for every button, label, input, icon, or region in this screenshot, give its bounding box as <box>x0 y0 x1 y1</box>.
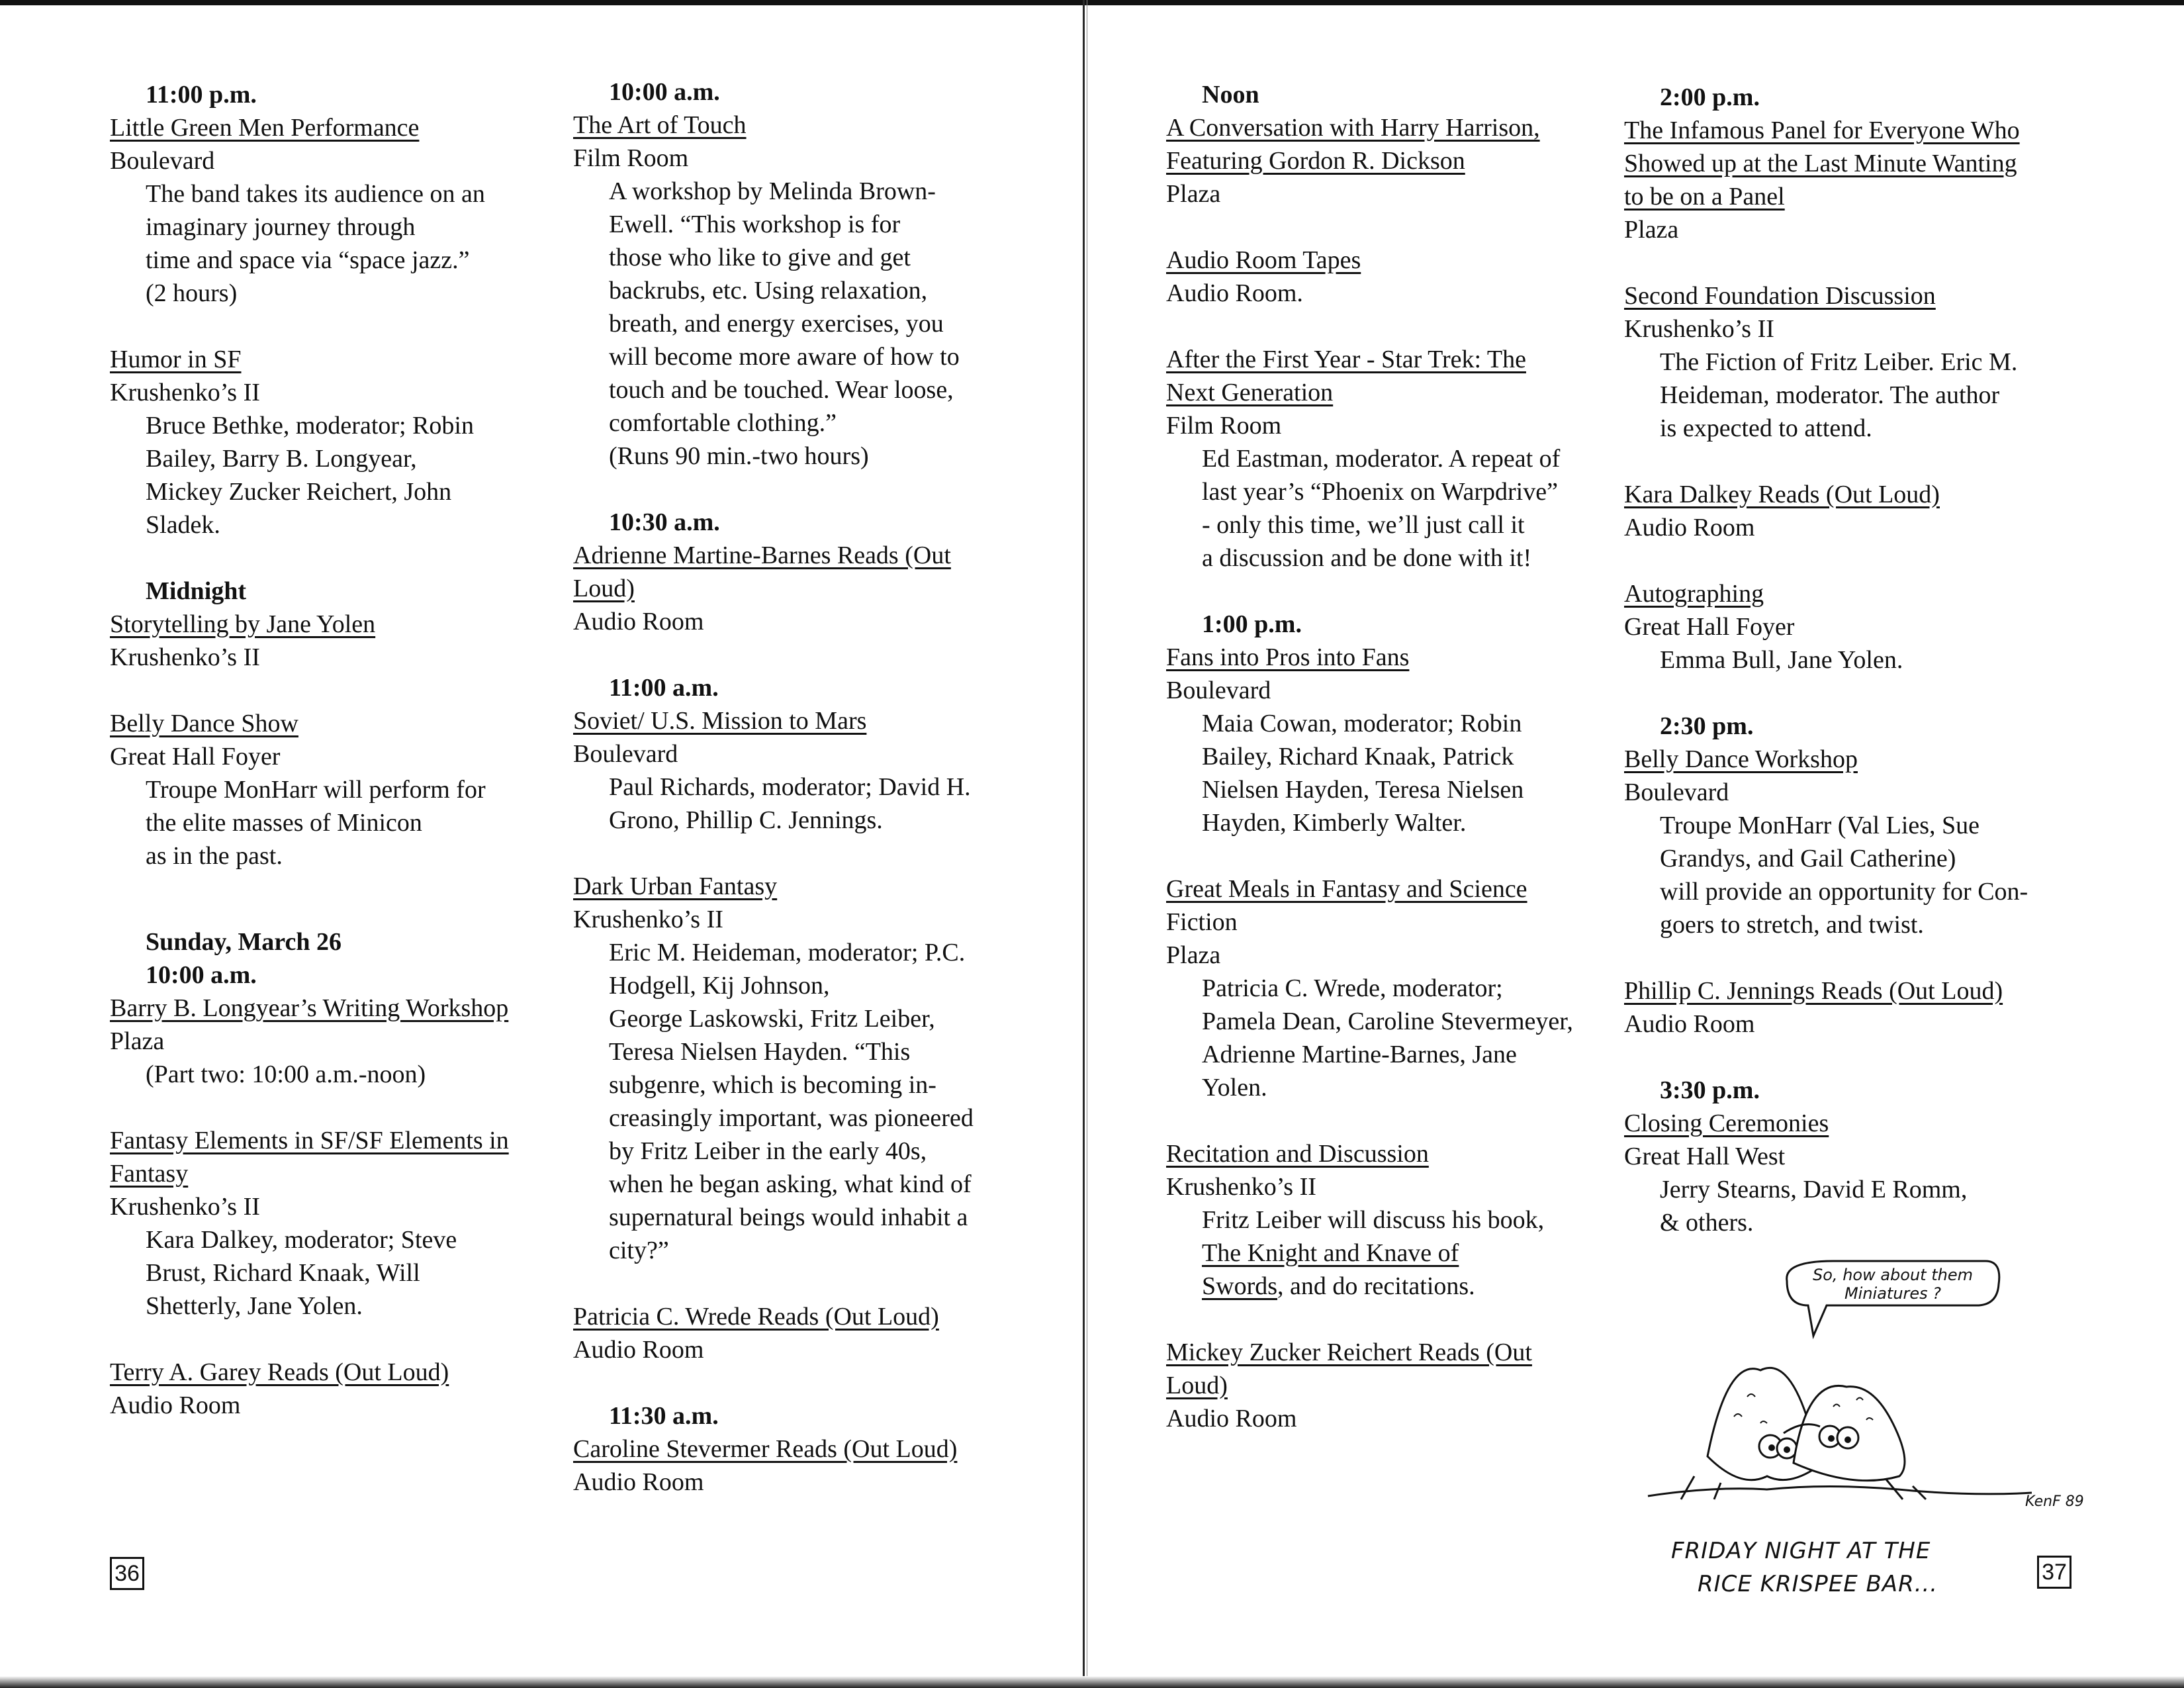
event-description-line: Mickey Zucker Reichert, John <box>146 478 452 506</box>
event-title: A Conversation with Harry Harrison, <box>1166 114 1540 142</box>
event-description-line: - only this time, we’ll just call it <box>1202 511 1525 539</box>
event-description-line: supernatural beings would inhabit a <box>609 1203 968 1231</box>
event-title: Autographing <box>1624 580 1764 608</box>
event-description-line <box>1166 1237 1629 1270</box>
event-location: Audio Room <box>1166 1405 1297 1432</box>
event-description-line <box>1166 1270 1629 1303</box>
event-description-line: (Runs 90 min.-two hours) <box>609 442 869 470</box>
event-description-line: a discussion and be done with it! <box>1202 544 1532 572</box>
event-time: 3:30 p.m. <box>1660 1076 1760 1104</box>
event-title-continued: Loud) <box>573 575 635 602</box>
event-location: Boulevard <box>1624 778 1729 806</box>
event-description-line: those who like to give and get <box>609 244 911 271</box>
event-description-line: Hodgell, Kij Johnson, <box>609 972 830 1000</box>
event-description-line: Yolen. <box>1202 1074 1267 1102</box>
event-title: Audio Room Tapes <box>1166 246 1361 274</box>
event-description-line: the elite masses of Minicon <box>146 809 422 837</box>
event-time: 2:30 pm. <box>1660 712 1754 740</box>
event-description-line: Bailey, Barry B. Longyear, <box>146 445 417 473</box>
event-description-line: Brust, Richard Knaak, Will <box>146 1259 420 1287</box>
event-title: Great Meals in Fantasy and Science <box>1166 875 1527 903</box>
event-description-line: A workshop by Melinda Brown- <box>609 177 936 205</box>
event-description-line: Bruce Bethke, moderator; Robin <box>146 412 474 440</box>
event-time: 10:00 a.m. <box>609 78 720 106</box>
event-location: Audio Room <box>573 1468 704 1496</box>
event-location: Plaza <box>1166 941 1221 969</box>
event-description-line: Eric M. Heideman, moderator; P.C. <box>609 939 966 966</box>
event-description-line: George Laskowski, Fritz Leiber, <box>609 1005 935 1033</box>
event-description-end: , and do recitations. <box>1277 1272 1475 1300</box>
event-title-continued: Showed up at the Last Minute Wanting <box>1624 150 2017 177</box>
event-title: Dark Urban Fantasy <box>573 872 778 900</box>
event-location: Boulevard <box>1166 677 1271 704</box>
event-description-line: (2 hours) <box>146 279 238 307</box>
event-description-line: Adrienne Martine-Barnes, Jane <box>1202 1041 1517 1068</box>
event-title: Mickey Zucker Reichert Reads (Out <box>1166 1338 1532 1366</box>
event-description-line: breath, and energy exercises, you <box>609 310 944 338</box>
event-title: Caroline Stevermer Reads (Out Loud) <box>573 1435 958 1463</box>
event-location: Plaza <box>1166 180 1221 208</box>
schedule-column-2 <box>573 75 1036 1499</box>
event-location: Great Hall West <box>1624 1143 1786 1170</box>
event-description-line: time and space via “space jazz.” <box>146 246 470 274</box>
caption-line-1: FRIDAY NIGHT AT THE <box>1671 1538 1931 1564</box>
caption-line-2: RICE KRISPEE BAR... <box>1698 1571 1938 1597</box>
event-location: Film Room <box>1166 412 1282 440</box>
event-location: Krushenko’s II <box>110 379 260 406</box>
event-description-line: The band takes its audience on an <box>146 180 485 208</box>
event-description-line: Hayden, Kimberly Walter. <box>1202 809 1467 837</box>
event-location: Great Hall Foyer <box>110 743 281 771</box>
event-description-line: Grandys, and Gail Catherine) <box>1660 845 1956 872</box>
event-location: Audio Room. <box>1166 279 1303 307</box>
event-description-line: is expected to attend. <box>1660 414 1872 442</box>
event-title: Barry B. Longyear’s Writing Workshop <box>110 994 509 1022</box>
event-time: 10:30 a.m. <box>609 508 720 536</box>
event-location: Krushenko’s II <box>110 1193 260 1221</box>
event-description-line: touch and be touched. Wear loose, <box>609 376 954 404</box>
book-spine <box>1083 0 1085 1688</box>
event-description-line: Patricia C. Wrede, moderator; <box>1202 974 1503 1002</box>
event-title: Phillip C. Jennings Reads (Out Loud) <box>1624 977 2003 1005</box>
event-description-line: Bailey, Richard Knaak, Patrick <box>1202 743 1514 771</box>
event-title: Patricia C. Wrede Reads (Out Loud) <box>573 1303 939 1331</box>
event-title-continued: Next Generation <box>1166 379 1334 406</box>
event-title-continued: Loud) <box>1166 1372 1228 1399</box>
event-description-line: Troupe MonHarr will perform for <box>146 776 486 804</box>
event-location: Film Room <box>573 144 689 172</box>
event-description-line: backrubs, etc. Using relaxation, <box>609 277 928 305</box>
event-location: Plaza <box>1624 216 1679 244</box>
day-heading: Sunday, March 26 <box>146 928 341 956</box>
event-title: Belly Dance Show <box>110 710 298 737</box>
artist-signature: KenF 89 <box>2025 1493 2084 1510</box>
event-title: Adrienne Martine-Barnes Reads (Out <box>573 541 951 569</box>
cartoon-caption <box>1671 1534 2015 1601</box>
event-location: Audio Room <box>573 1336 704 1364</box>
event-title-continued: Fantasy <box>110 1160 189 1188</box>
schedule-column-4 <box>1624 81 2087 1239</box>
event-description-line: Teresa Nielsen Hayden. “This <box>609 1038 911 1066</box>
event-time: Noon <box>1202 81 1259 109</box>
event-description-line: Fritz Leiber will discuss his book, <box>1202 1206 1545 1234</box>
event-location: Audio Room <box>1624 514 1755 541</box>
scan-bottom-edge <box>0 1676 2184 1688</box>
event-title: Kara Dalkey Reads (Out Loud) <box>1624 481 1940 508</box>
event-description-line: creasingly important, was pioneered <box>609 1104 974 1132</box>
event-location: Audio Room <box>110 1391 241 1419</box>
event-description-line: & others. <box>1660 1209 1754 1237</box>
event-description-line: Maia Cowan, moderator; Robin <box>1202 710 1522 737</box>
event-title: Closing Ceremonies <box>1624 1109 1829 1137</box>
event-time: Midnight <box>146 577 247 605</box>
event-description-line: will become more aware of how to <box>609 343 960 371</box>
event-title-continued: to be on a Panel <box>1624 183 1785 211</box>
book-title: The Knight and Knave of <box>1202 1239 1459 1267</box>
event-description-line: Pamela Dean, Caroline Stevermeyer, <box>1202 1008 1573 1035</box>
event-location: Krushenko’s II <box>1166 1173 1316 1201</box>
schedule-column-3 <box>1166 78 1629 1435</box>
event-time: 2:00 p.m. <box>1660 83 1760 111</box>
event-title: After the First Year - Star Trek: The <box>1166 346 1526 373</box>
event-description-line: Sladek. <box>146 511 220 539</box>
event-title: The Art of Touch <box>573 111 747 139</box>
event-title: Second Foundation Discussion <box>1624 282 1936 310</box>
event-title: Fantasy Elements in SF/SF Elements in <box>110 1127 509 1154</box>
event-description-line: goers to stretch, and twist. <box>1660 911 1924 939</box>
page-number-right: 37 <box>2037 1556 2071 1589</box>
event-title: Humor in SF <box>110 346 242 373</box>
event-location: Boulevard <box>110 147 215 175</box>
event-description-line: The Fiction of Fritz Leiber. Eric M. <box>1660 348 2018 376</box>
event-description-line: as in the past. <box>146 842 283 870</box>
event-description-line: when he began asking, what kind of <box>609 1170 972 1198</box>
event-description-line: by Fritz Leiber in the early 40s, <box>609 1137 927 1165</box>
event-description-line: Shetterly, Jane Yolen. <box>146 1292 363 1320</box>
book-title-continued: Swords <box>1202 1272 1278 1300</box>
event-description-line: Ewell. “This workshop is for <box>609 211 901 238</box>
event-location: Audio Room <box>1624 1010 1755 1038</box>
event-title: Soviet/ U.S. Mission to Mars <box>573 707 867 735</box>
event-description-line: Grono, Phillip C. Jennings. <box>609 806 883 834</box>
event-description-line: Paul Richards, moderator; David H. <box>609 773 971 801</box>
event-description-line: will provide an opportunity for Con- <box>1660 878 2028 906</box>
event-location: Krushenko’s II <box>573 906 723 933</box>
event-time: 11:30 a.m. <box>609 1402 719 1430</box>
event-title: Little Green Men Performance <box>110 114 420 142</box>
event-description-line: Emma Bull, Jane Yolen. <box>1660 646 1903 674</box>
event-location: Great Hall Foyer <box>1624 613 1795 641</box>
event-title: Belly Dance Workshop <box>1624 745 1858 773</box>
event-description-line: Jerry Stearns, David E Romm, <box>1660 1176 1968 1203</box>
event-description-line: Ed Eastman, moderator. A repeat of <box>1202 445 1561 473</box>
event-description-line: subgenre, which is becoming in- <box>609 1071 936 1099</box>
schedule-column-1 <box>110 78 573 1422</box>
event-time: 11:00 p.m. <box>146 81 257 109</box>
event-description-line: (Part two: 10:00 a.m.-noon) <box>146 1060 426 1088</box>
event-title-continued: Featuring Gordon R. Dickson <box>1166 147 1465 175</box>
event-description-line: Nielsen Hayden, Teresa Nielsen <box>1202 776 1524 804</box>
event-location: Plaza <box>110 1027 165 1055</box>
ground-line <box>1648 1486 2032 1496</box>
event-location: Krushenko’s II <box>1624 315 1774 343</box>
event-time: 10:00 a.m. <box>146 961 257 989</box>
event-description-line: Heideman, moderator. The author <box>1660 381 2000 409</box>
event-location: Audio Room <box>573 608 704 635</box>
event-title: The Infamous Panel for Everyone Who <box>1624 117 2020 144</box>
event-description-line: city?” <box>609 1237 669 1264</box>
scan-top-edge <box>0 0 2184 5</box>
event-title: Storytelling by Jane Yolen <box>110 610 376 638</box>
event-description-line: last year’s “Phoenix on Warpdrive” <box>1202 478 1558 506</box>
event-title: Fans into Pros into Fans <box>1166 643 1410 671</box>
event-description-line: comfortable clothing.” <box>609 409 837 437</box>
event-title-continued: Fiction <box>1166 908 1238 936</box>
page-number-left: 36 <box>110 1557 144 1590</box>
event-description-line: Kara Dalkey, moderator; Steve <box>146 1226 457 1254</box>
speech-text-line-2: Miniatures ? <box>1844 1284 1942 1303</box>
event-time: 1:00 p.m. <box>1202 610 1302 638</box>
event-time: 11:00 a.m. <box>609 674 719 702</box>
event-location: Boulevard <box>573 740 678 768</box>
speech-text-line-1: So, how about them <box>1813 1266 1973 1284</box>
event-description-line: imaginary journey through <box>146 213 416 241</box>
event-title: Recitation and Discussion <box>1166 1140 1429 1168</box>
event-description-line: Troupe MonHarr (Val Lies, Sue <box>1660 812 1980 839</box>
event-title: Terry A. Garey Reads (Out Loud) <box>110 1358 449 1386</box>
event-location: Krushenko’s II <box>110 643 260 671</box>
